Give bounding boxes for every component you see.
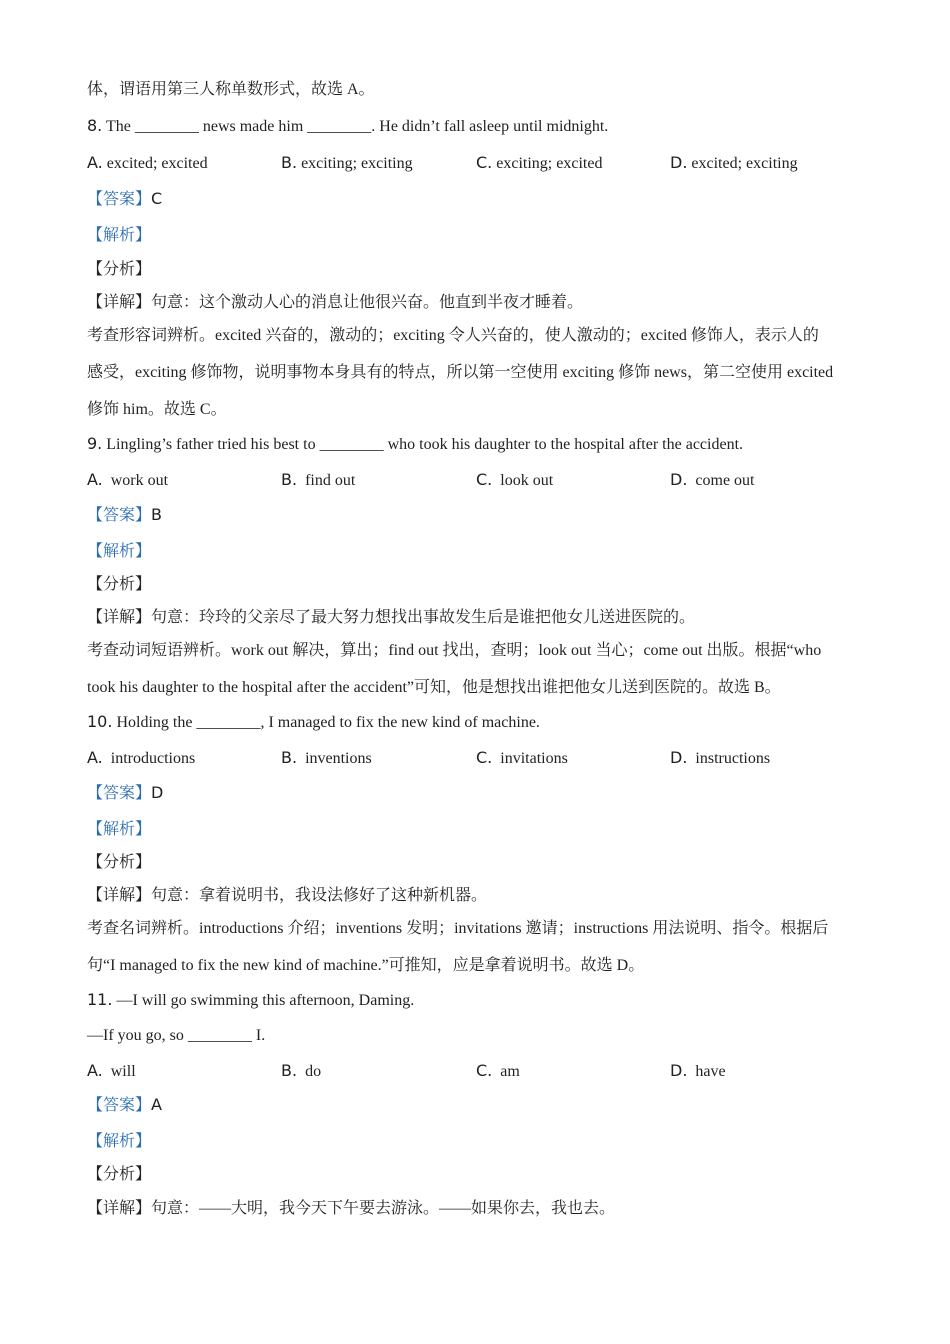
q11-fenxi-label: 【分析】: [87, 1164, 152, 1183]
q11-jiexi-label: 【解析】: [87, 1131, 152, 1150]
q11-option-a: A. will: [87, 1061, 136, 1080]
q11-option-c: C. am: [476, 1061, 520, 1080]
question-11: [87, 990, 414, 1011]
question-8: [87, 116, 608, 137]
q10-explain-line: 句“I managed to fix the new kind of machine.”可推知，应是拿着说明书。故选 D。: [87, 957, 645, 974]
q9-option-c: C. look out: [476, 470, 554, 489]
q8-option-a: A. excited; excited: [87, 153, 208, 172]
question-9: [87, 434, 743, 455]
q9-fenxi-label: 【分析】: [87, 574, 152, 593]
q8-option-d: D. excited; exciting: [670, 153, 798, 172]
question-number: 8.: [87, 116, 103, 135]
question-11-line2: —If you go, so ________ I.: [87, 1027, 266, 1044]
q9-explain-line: took his daughter to the hospital after the accident”可知，他是想找出谁把他女儿送到医院的。故选 B。: [87, 679, 781, 696]
q9-explain-line: 考查动词短语辨析。work out 解决，算出；find out 找出，查明；look out 当心；come out 出版。根据“who: [87, 642, 822, 659]
q10-option-c: C. invitations: [476, 748, 568, 767]
q10-option-d: D. instructions: [670, 748, 771, 767]
question-stem: The ________ news made him ________. He didn’t fall asleep until midnight.: [102, 118, 609, 135]
q9-option-a: A. work out: [87, 470, 169, 489]
q8-answer: 【答案】C: [87, 189, 163, 208]
intro-text: 体，谓语用第三人称单数形式，故选 A。: [87, 81, 375, 98]
q9-option-d: D. come out: [670, 470, 755, 489]
q11-option-d: D. have: [670, 1061, 726, 1080]
q8-jiexi-label: 【解析】: [87, 225, 152, 244]
q10-detail: 【详解】句意：拿着说明书，我设法修好了这种新机器。: [87, 885, 488, 904]
q8-detail: 【详解】句意：这个激动人心的消息让他很兴奋。他直到半夜才睡着。: [87, 292, 584, 311]
q8-option-c: C. exciting; excited: [476, 153, 603, 172]
q10-jiexi-label: 【解析】: [87, 819, 152, 838]
question-number: 11.: [87, 990, 113, 1009]
q8-option-b: B. exciting; exciting: [281, 153, 413, 172]
q9-option-b: B. find out: [281, 470, 356, 489]
q11-option-b: B. do: [281, 1061, 322, 1080]
q11-detail: 【详解】句意：——大明，我今天下午要去游泳。——如果你去，我也去。: [87, 1198, 616, 1217]
question-stem: Holding the ________, I managed to fix the new kind of machine.: [112, 714, 540, 731]
q8-explain-line: 修饰 him。故选 C。: [87, 401, 227, 418]
q11-answer: 【答案】A: [87, 1095, 162, 1114]
question-stem: Lingling’s father tried his best to ________ who took his daughter to the hospital after the accident.: [102, 436, 744, 453]
q10-fenxi-label: 【分析】: [87, 852, 152, 871]
question-number: 9.: [87, 434, 103, 453]
question-stem: —I will go swimming this afternoon, Daming.: [112, 992, 415, 1009]
q9-detail: 【详解】句意：玲玲的父亲尽了最大努力想找出事故发生后是谁把他女儿送进医院的。: [87, 607, 696, 626]
q10-answer: 【答案】D: [87, 783, 164, 802]
q8-explain-line: 考查形容词辨析。excited 兴奋的，激动的；exciting 令人兴奋的，使人激动的；excited 修饰人，表示人的: [87, 327, 819, 344]
q8-fenxi-label: 【分析】: [87, 259, 152, 278]
q10-explain-line: 考查名词辨析。introductions 介绍；inventions 发明；invitations 邀请；instructions 用法说明、指令。根据后: [87, 920, 829, 937]
q9-answer: 【答案】B: [87, 505, 162, 524]
question-10: [87, 712, 540, 733]
q8-explain-line: 感受，exciting 修饰物，说明事物本身具有的特点，所以第一空使用 exciting 修饰 news，第二空使用 excited: [87, 364, 834, 381]
q10-option-a: A. introductions: [87, 748, 196, 767]
question-number: 10.: [87, 712, 113, 731]
q10-option-b: B. inventions: [281, 748, 372, 767]
q9-jiexi-label: 【解析】: [87, 541, 152, 560]
